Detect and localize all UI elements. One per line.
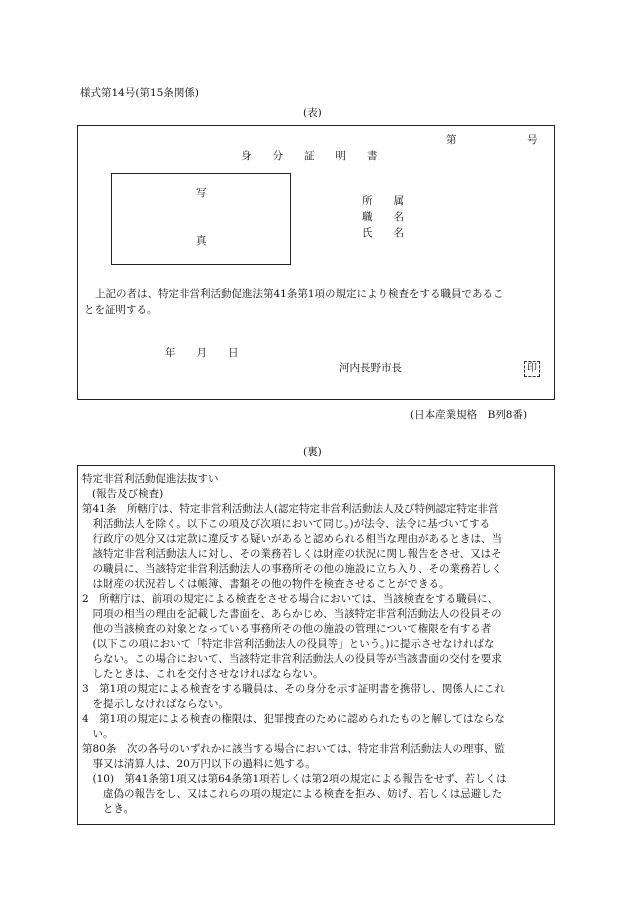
photo-label-bottom: 真 <box>196 235 207 247</box>
law-line: を提示しなければならない。 <box>82 698 229 710</box>
law-line: は財産の状況若しくは帳簿、書類その他の物件を検査させることができる。 <box>82 578 450 590</box>
back-label: (裏) <box>303 446 322 458</box>
number-label: 第 <box>446 134 457 146</box>
law-line: 第80条 次の各号のいずれかに該当する場合においては、特定非営利活動法人の理事、監 <box>82 743 505 755</box>
standard-note: (日本産業規格 B列8番) <box>410 409 528 421</box>
law-line: の職員に、当該特定非営利活動法人の事務所その他の施設に立ち入り、その業務若しく <box>82 563 502 575</box>
law-line: い。 <box>82 728 114 740</box>
card-title: 身 分 証 明 書 <box>241 150 378 162</box>
law-excerpt <box>82 472 552 817</box>
law-line: (以下この項において「特定非営利活動法人の役員等」という。)に提示させなければな <box>82 638 495 650</box>
law-line: 行政庁の処分又は定款に違反する疑いがあると認められる相当な理由があるときは、当 <box>82 533 502 545</box>
number-suffix: 号 <box>527 134 538 146</box>
form-number: 様式第14号(第15条関係) <box>80 87 199 99</box>
issuer: 河内長野市長 <box>339 362 402 374</box>
law-line: 他の当該検査の対象となっている事務所その他の施設の管理について権限を有する者 <box>82 623 492 635</box>
front-label: (表) <box>303 107 322 119</box>
issue-date: 年 月 日 <box>165 347 239 359</box>
law-line: らない。この場合において、当該特定非営利活動法人の役員等が当該書面の交付を要求 <box>82 653 502 665</box>
law-line: 第41条 所轄庁は、特定非営利活動法人(認定特定非営利活動法人及び特例認定特定非営 <box>82 503 499 515</box>
field-name: 氏 名 <box>362 227 404 239</box>
law-line: (10) 第41条第1項又は第64条第1項若しくは第2項の規定による報告をせず、若しくは <box>82 773 507 785</box>
field-affiliation: 所 属 <box>362 195 404 207</box>
field-position: 職 名 <box>362 211 404 223</box>
law-line: 事又は清算人は、20万円以下の過料に処する。 <box>82 758 316 770</box>
law-line: 利活動法人を除く。以下この項及び次項において同じ。)が法令、法令に基づいてする <box>82 518 491 530</box>
law-line: 4 第1項の規定による検査の権限は、犯罪捜査のために認められたものと解してはならな <box>82 713 505 725</box>
law-line: したときは、これを交付させなければならない。 <box>82 668 324 680</box>
law-line: 同項の相当の理由を記載した書面を、あらかじめ、当該特定非営利活動法人の役員その <box>82 608 502 620</box>
statement-line-1: 上記の者は、特定非営利活動促進法第41条第1項の規定により検査をする職員であるこ <box>95 288 504 300</box>
photo-label-top: 写 <box>196 187 207 199</box>
law-heading: (報告及び検査) <box>92 488 164 500</box>
law-line: 2 所轄庁は、前項の規定による検査をさせる場合においては、当該検査をする職員に、 <box>82 593 499 605</box>
seal-mark: 印 <box>524 361 540 377</box>
statement-line-2: とを証明する。 <box>84 304 158 316</box>
law-line: 該特定非営利活動法人に対し、その業務若しくは財産の状況に関し報告をさせ、又はそ <box>82 548 502 560</box>
law-line: とき。 <box>82 803 135 815</box>
law-title: 特定非営利活動促進法抜すい <box>82 473 219 485</box>
law-line: 虚偽の報告をし、又はこれらの項の規定による検査を拒み、妨げ、若しくは忌避した <box>82 788 503 800</box>
law-line: 3 第1項の規定による検査をする職員は、その身分を示す証明書を携帯し、関係人にこれ <box>82 683 505 695</box>
